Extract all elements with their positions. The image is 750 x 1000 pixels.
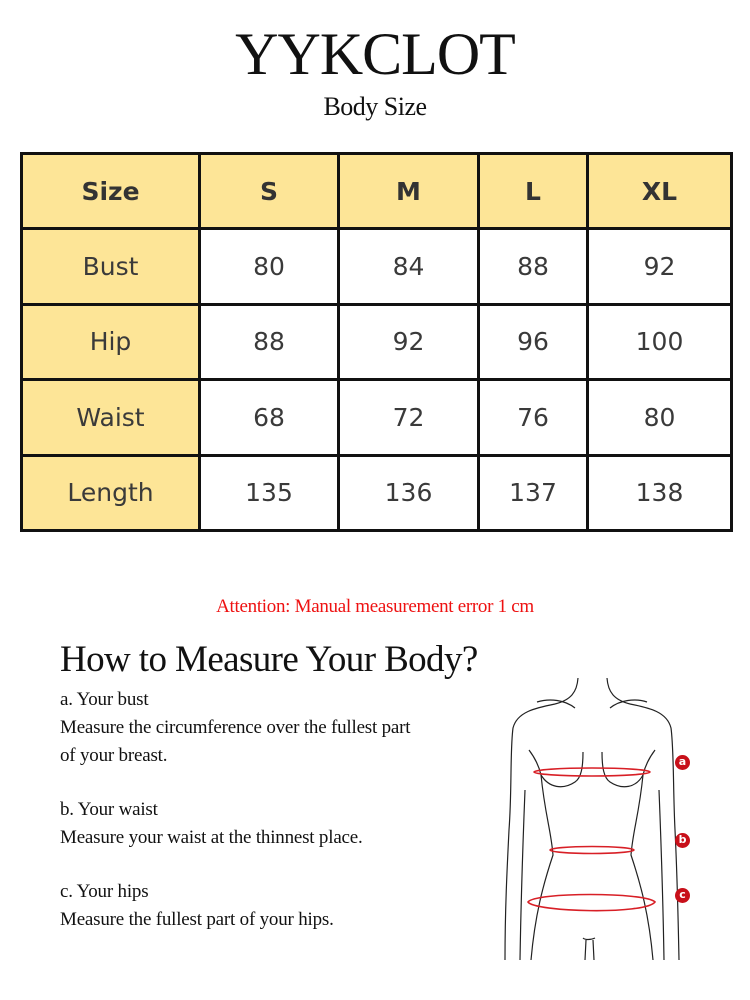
table-cell: 88 — [479, 229, 588, 304]
table-cell: 138 — [588, 455, 732, 530]
step-text: Measure your waist at the thinnest place. — [60, 827, 363, 848]
table-row — [22, 455, 732, 530]
table-cell: 135 — [200, 455, 339, 530]
header-cell-s: S — [200, 154, 339, 229]
attention-note: Attention: Manual measurement error 1 cm — [216, 596, 534, 617]
marker-c-icon: c — [675, 888, 690, 903]
table-row — [22, 380, 732, 455]
header-cell-xl: XL — [588, 154, 732, 229]
table-cell: 80 — [200, 229, 339, 304]
header-cell-l: L — [479, 154, 588, 229]
header-cell-size: Size — [22, 154, 200, 229]
step-waist — [60, 796, 363, 852]
table-cell: 137 — [479, 455, 588, 530]
size-chart-table — [20, 152, 733, 532]
table-cell: 72 — [339, 380, 479, 455]
table-cell: 80 — [588, 380, 732, 455]
row-label-length: Length — [22, 455, 200, 530]
table-cell: 84 — [339, 229, 479, 304]
table-row — [22, 304, 732, 379]
step-text: Measure the fullest part of your hips. — [60, 909, 334, 930]
table-header-row — [22, 154, 732, 229]
body-outline-icon — [495, 640, 715, 960]
table-cell: 136 — [339, 455, 479, 530]
table-cell: 68 — [200, 380, 339, 455]
row-label-waist: Waist — [22, 380, 200, 455]
step-text: Measure the circumference over the fullest part — [60, 717, 411, 738]
table-cell: 92 — [588, 229, 732, 304]
marker-b-icon: b — [675, 833, 690, 848]
marker-a-icon: a — [675, 755, 690, 770]
table-cell: 88 — [200, 304, 339, 379]
table-cell: 92 — [339, 304, 479, 379]
table-cell: 76 — [479, 380, 588, 455]
step-heading: a. Your bust — [60, 689, 149, 710]
brand-title: YYKCLOT — [235, 21, 515, 87]
header-cell-m: M — [339, 154, 479, 229]
table-cell: 100 — [588, 304, 732, 379]
row-label-hip: Hip — [22, 304, 200, 379]
step-hips — [60, 878, 334, 934]
table-cell: 96 — [479, 304, 588, 379]
step-heading: c. Your hips — [60, 881, 149, 902]
step-bust — [60, 686, 410, 770]
body-measurement-figure — [495, 640, 715, 960]
step-text: of your breast. — [60, 745, 168, 766]
row-label-bust: Bust — [22, 229, 200, 304]
page-subtitle: Body Size — [323, 92, 427, 121]
measure-guide-title: How to Measure Your Body? — [60, 639, 478, 680]
table-row — [22, 229, 732, 304]
step-heading: b. Your waist — [60, 799, 158, 820]
